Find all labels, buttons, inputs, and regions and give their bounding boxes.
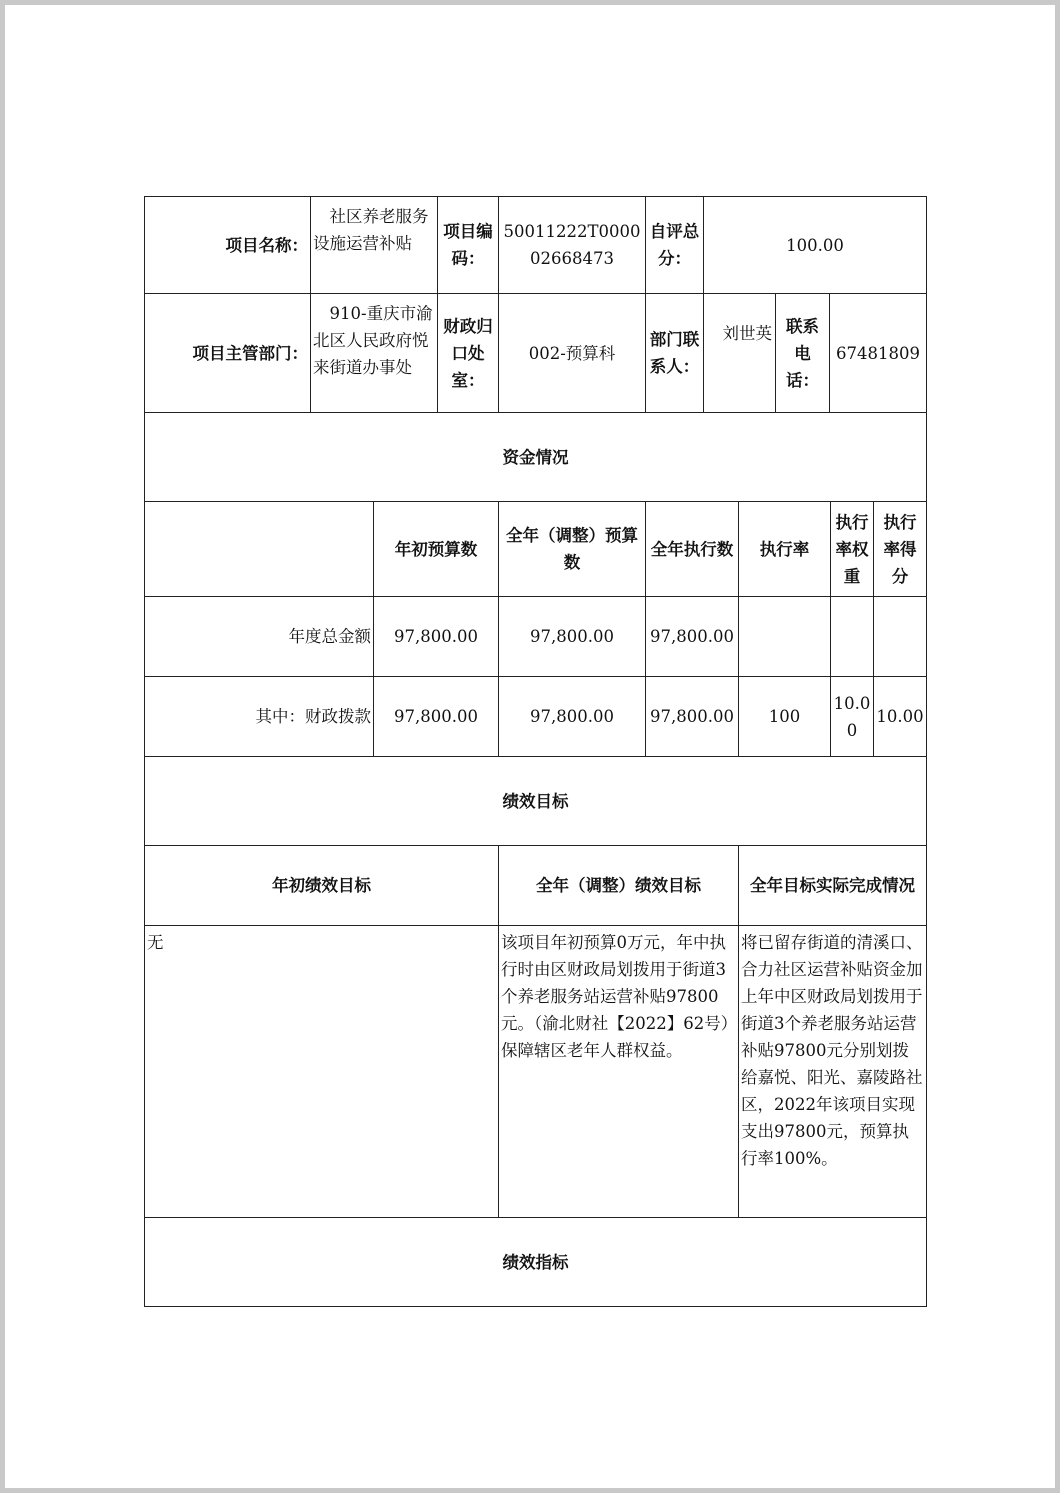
funding-row-score [873,596,927,677]
performance-evaluation-table [144,196,927,1307]
funding-col-rate: 执行率 [738,501,831,597]
funding-row-weight [830,596,874,677]
funding-row-label: 年度总金额 [144,596,374,677]
project-name-label: 项目名称： [144,196,311,294]
funding-row-label: 其中：财政拨款 [144,676,374,757]
phone-value: 67481809 [829,293,927,413]
self-score-label: 自评总分： [645,196,704,294]
finance-office-label: 财政归口处室： [437,293,499,413]
goals-section-title: 绩效目标 [144,756,927,846]
project-name-value: 社区养老服务设施运营补贴 [310,196,438,294]
funding-row-initial: 97,800.00 [373,676,499,757]
goals-col-adjusted: 全年（调整）绩效目标 [498,845,739,926]
funding-row-executed: 97,800.00 [645,596,739,677]
contact-label: 部门联系人： [645,293,704,413]
funding-section-title: 资金情况 [144,412,927,502]
funding-row-rate [738,596,831,677]
project-code-value: 50011222T000002668473 [498,196,646,294]
funding-row-adjusted: 97,800.00 [498,596,646,677]
goals-initial-text: 无 [144,925,499,1218]
funding-row-rate: 100 [738,676,831,757]
project-code-label: 项目编码： [437,196,499,294]
goals-col-initial: 年初绩效目标 [144,845,499,926]
goals-adjusted-text: 该项目年初预算0万元，年中执行时由区财政局划拨用于街道3个养老服务站运营补贴97800元。（渝北财社【2022】62号）保障辖区老年人群权益。 [498,925,739,1218]
dept-value: 910-重庆市渝北区人民政府悦来街道办事处 [310,293,438,413]
document-page [5,5,1055,1488]
funding-row-score: 10.00 [873,676,927,757]
finance-office-value: 002-预算科 [498,293,646,413]
goals-col-actual: 全年目标实际完成情况 [738,845,927,926]
dept-label: 项目主管部门： [144,293,311,413]
funding-col-adjusted: 全年（调整）预算数 [498,501,646,597]
phone-label: 联系电话： [775,293,830,413]
funding-col-score: 执行率得分 [873,501,927,597]
funding-row-initial: 97,800.00 [373,596,499,677]
funding-col-weight: 执行率权重 [830,501,874,597]
funding-col-blank [144,501,374,597]
goals-actual-text: 将已留存街道的清溪口、合力社区运营补贴资金加上年中区财政局划拨用于街道3个养老服务站运营补贴97800元分别划拨给嘉悦、阳光、嘉陵路社区，2022年该项目实现支出97800元，预算执行率100%。 [738,925,927,1218]
self-score-value: 100.00 [703,196,927,294]
funding-col-initial: 年初预算数 [373,501,499,597]
funding-col-executed: 全年执行数 [645,501,739,597]
indicators-section-title: 绩效指标 [144,1217,927,1307]
funding-row-executed: 97,800.00 [645,676,739,757]
contact-value: 刘世英 [703,293,776,413]
funding-row-weight: 10.00 [830,676,874,757]
funding-row-adjusted: 97,800.00 [498,676,646,757]
